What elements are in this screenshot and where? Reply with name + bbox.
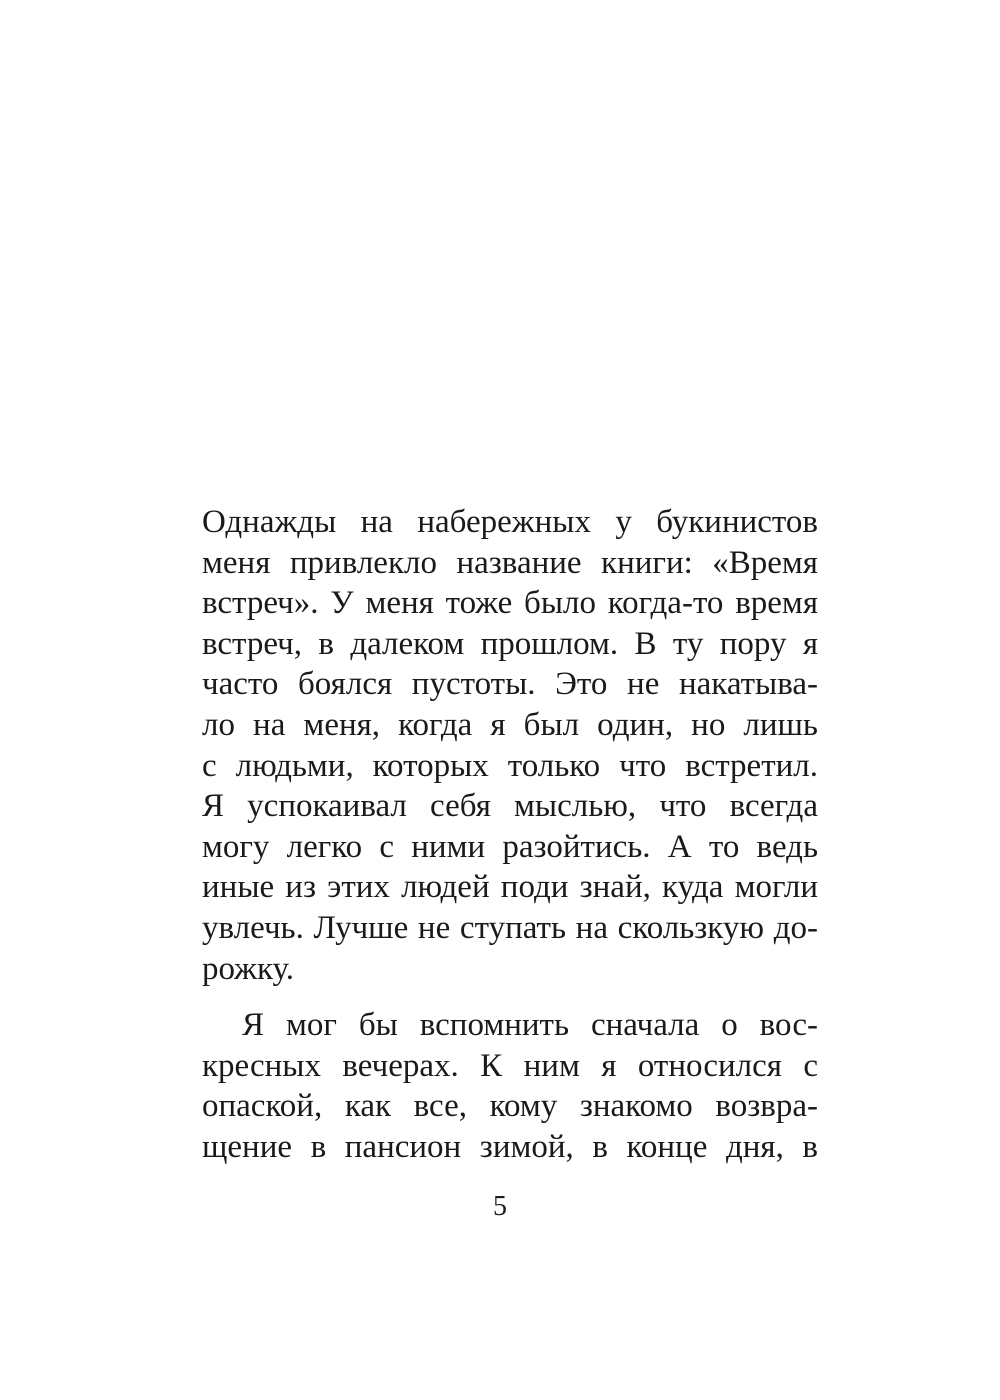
text-line: Я успокаивал себя мыслью, что всегда xyxy=(202,788,818,825)
text-line: опаской, как все, кому знакомо возвра- xyxy=(202,1088,818,1125)
text-line: кресных вечерах. К ним я относился с xyxy=(202,1047,818,1084)
text-line: ло на меня, когда я был один, но лишь xyxy=(202,706,818,743)
text-line: увлечь. Лучше не ступать на скользкую до- xyxy=(202,909,818,946)
text-line: встреч». У меня тоже было когда-то время xyxy=(202,585,818,622)
text-line: меня привлекло название книги: «Время xyxy=(202,544,818,581)
text-line: Однажды на набережных у букинистов xyxy=(202,504,818,540)
text-line: часто боялся пустоты. Это не накатыва- xyxy=(202,666,818,703)
text-line: встреч, в далеком прошлом. В ту пору я xyxy=(202,625,818,662)
text-line: иные из этих людей поди знай, куда могли xyxy=(202,869,818,906)
text-line: рожку. xyxy=(202,950,294,987)
paragraph-1 xyxy=(202,502,818,989)
page-number: 5 xyxy=(493,1191,507,1222)
paragraph-2 xyxy=(202,1005,818,1167)
text-line: с людьми, которых только что встретил. xyxy=(202,747,818,784)
text-line: щение в пансион зимой, в конце дня, в xyxy=(202,1128,818,1165)
text-line: Я мог бы вспомнить сначала о вос- xyxy=(242,1007,818,1044)
text-line: могу легко с ними разойтись. А то ведь xyxy=(202,828,818,865)
body-text xyxy=(202,502,818,1168)
paragraph-spacer xyxy=(202,989,818,1005)
